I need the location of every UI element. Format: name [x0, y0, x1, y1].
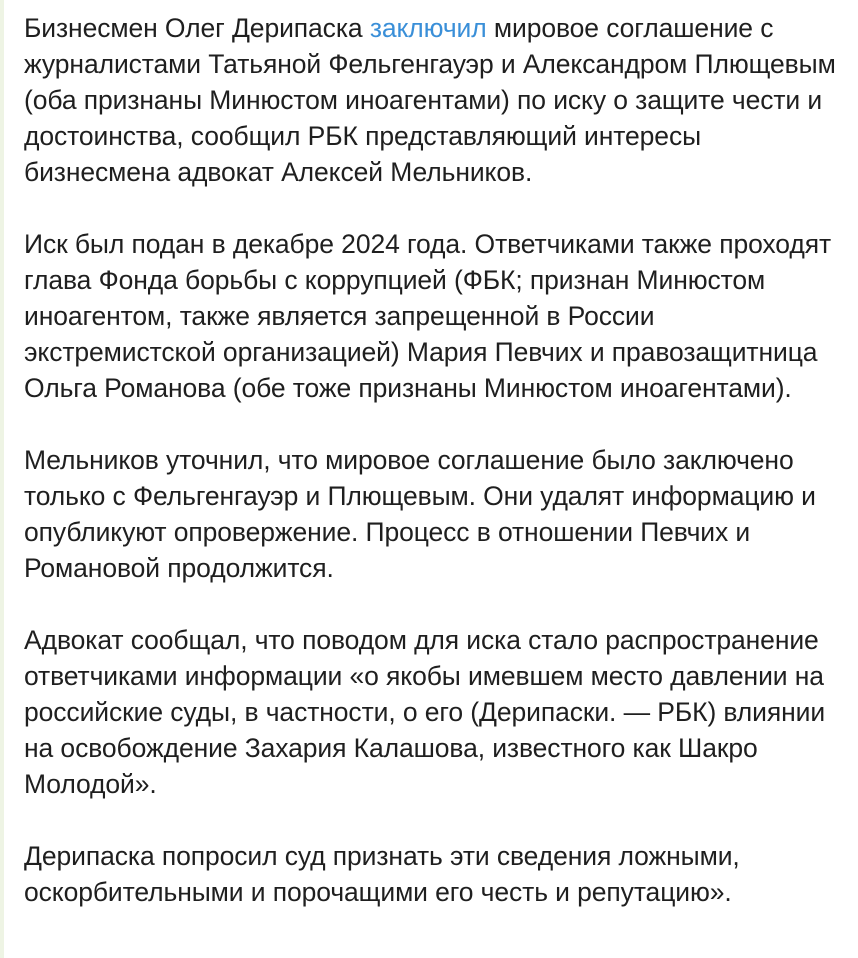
article-link[interactable]: заключил: [369, 13, 487, 43]
paragraph-3: Мельников уточнил, что мировое соглашение было заключено только с Фельгенгауэр и Плющевым. Они удалят информацию и опубликуют опровержение. Процесс в отношении Певчих и Романовой продолжится.: [24, 445, 816, 583]
paragraph-1-lead: Бизнесмен Олег Дерипаска: [24, 13, 370, 43]
paragraph-1: [24, 10, 844, 190]
paragraph-1-rest: мировое соглашение с журналистами Татьяной Фельгенгауэр и Александром Плющевым (оба признаны Минюстом иноагентами) по иску о защите чести и достоинства, сообщил РБК представляющий интересы бизнесмена адвокат Алексей Мельников.: [24, 13, 836, 187]
paragraph-5: Дерипаска попросил суд признать эти сведения ложными, оскорбительными и порочащими его честь и репутацию».: [24, 841, 740, 907]
paragraph-4: Адвокат сообщал, что поводом для иска стало распространение ответчиками информации «о якобы имевшем место давлении на российские суды, в частности, о его (Дерипаски. — РБК) влиянии на освобождение Захария Калашова, известного как Шакро Молодой».: [24, 625, 826, 799]
message-edge: [0, 0, 4, 958]
paragraph-2: Иск был подан в декабре 2024 года. Ответчиками также проходят глава Фонда борьбы с коррупцией (ФБК; признан Минюстом иноагентом, также является запрещенной в России экстремистской организацией) Мария Певчих и правозащитница Ольга Романова (обе тоже признаны Минюстом иноагентами).: [24, 229, 831, 403]
